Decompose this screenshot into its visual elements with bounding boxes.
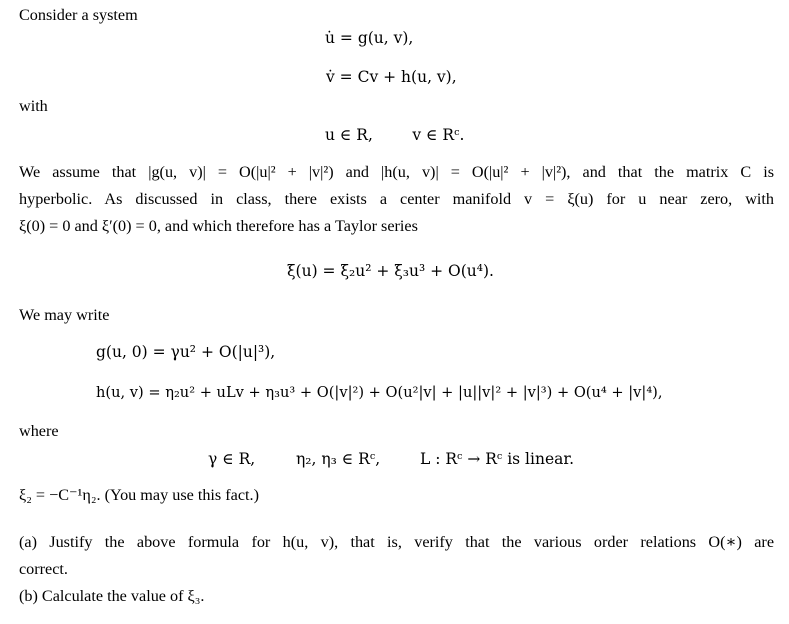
where-text: where: [19, 422, 59, 440]
equation-h: h(u, v) = η₂u² + uLv + η₃u³ + O(|v|²) + O(u²|v| + |u||v|² + |v|³) + O(u⁴ + |v|⁴),: [96, 384, 663, 401]
with-text: with: [19, 97, 48, 115]
equation-L-linear: L : Rᶜ → Rᶜ is linear.: [420, 450, 574, 468]
equation-taylor-series: ξ(u) = ξ₂u² + ξ₃u³ + O(u⁴).: [287, 262, 494, 280]
assumption-line-1: We assume that |g(u, v)| = O(|u|² + |v|²) and |h(u, v)| = O(|u|² + |v|²), and that the matrix C is: [19, 163, 774, 181]
intro-text: Consider a system: [19, 6, 138, 24]
equation-domains: u ∈ R, v ∈ Rᶜ.: [325, 126, 465, 144]
equation-u-dot: u̇ = g(u, v),: [325, 29, 414, 47]
question-a-line-2: correct.: [19, 560, 68, 578]
question-a-line-1: (a) Justify the above formula for h(u, v), that is, verify that the various order relations O(∗) are: [19, 533, 774, 551]
equation-gamma-domain: γ ∈ R,: [208, 450, 256, 468]
equation-eta-domain: η₂, η₃ ∈ Rᶜ,: [296, 450, 381, 468]
we-may-write-text: We may write: [19, 306, 110, 324]
assumption-line-3: ξ(0) = 0 and ξ′(0) = 0, and which therefore has a Taylor series: [19, 217, 418, 235]
question-b: (b) Calculate the value of ξ₃.: [19, 587, 205, 605]
equation-g: g(u, 0) = γu² + O(|u|³),: [96, 343, 276, 361]
assumption-line-2: hyperbolic. As discussed in class, there exists a center manifold v = ξ(u) for u near zero, with: [19, 190, 774, 208]
xi2-fact: ξ₂ = −C⁻¹η₂. (You may use this fact.): [19, 486, 259, 504]
equation-v-dot: v̇ = Cv + h(u, v),: [326, 68, 457, 86]
